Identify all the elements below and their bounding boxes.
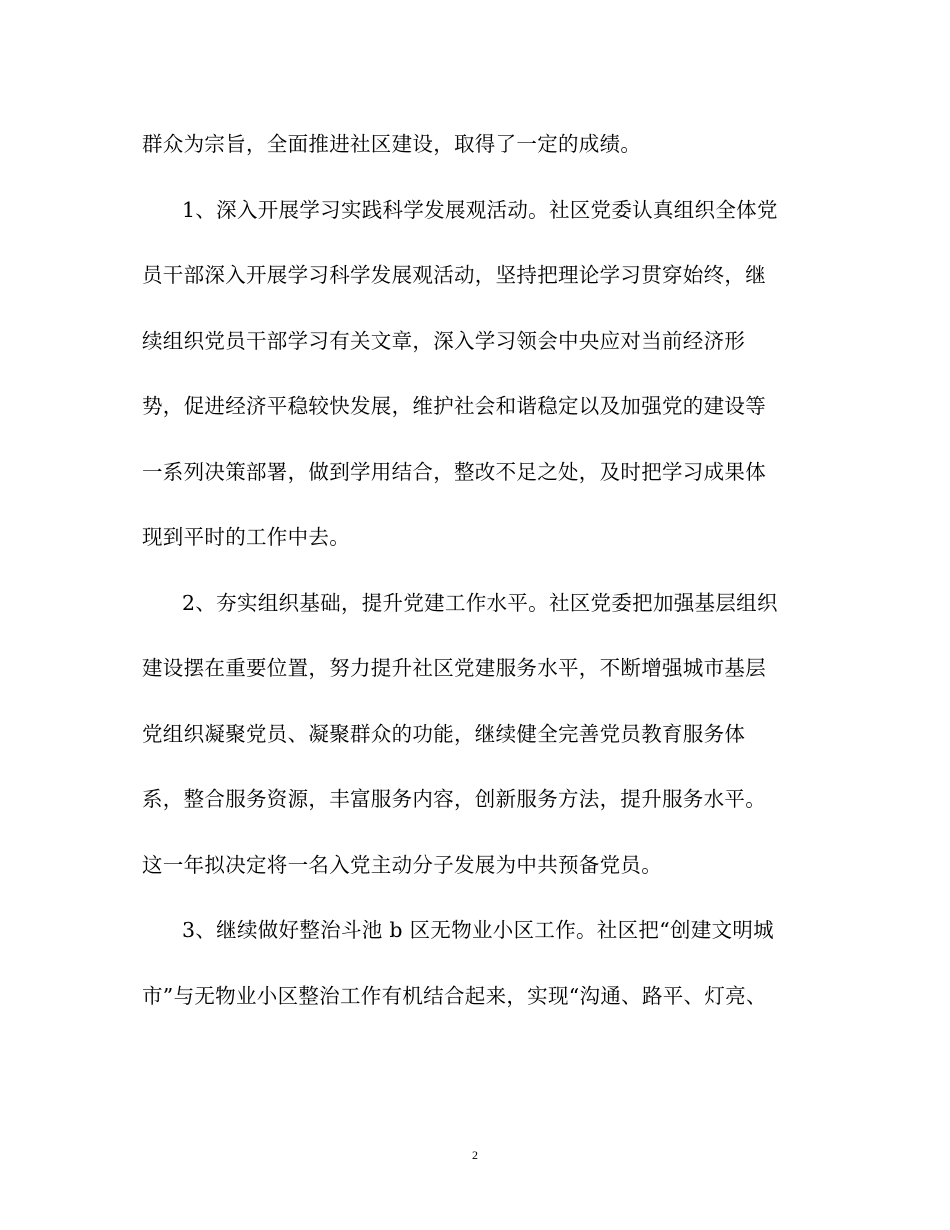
- text-line: 现到平时的工作中去。: [142, 525, 350, 549]
- text-line: 建设摆在重要位置，努力提升社区党建服务水平，不断增强城市基层: [142, 656, 766, 680]
- text-line: 党组织凝聚党员、凝聚群众的功能，继续健全完善党员教育服务体: [142, 721, 746, 746]
- text-line: 员干部深入开展学习科学发展观活动，坚持把理论学习贯穿始终，继: [142, 263, 766, 287]
- document-body: [142, 118, 812, 1035]
- text-line: 系，整合服务资源，丰富服务内容，创新服务方法，提升服务水平。: [142, 787, 766, 811]
- paragraph-start-line: 3、继续做好整治斗池 b 区无物业小区工作。社区把“创建文明城: [182, 918, 774, 942]
- paragraph-start-line: 1、深入开展学习实践科学发展观活动。社区党委认真组织全体党: [182, 197, 778, 222]
- text-line: 续组织党员干部学习有关文章，深入学习领会中央应对当前经济形: [142, 328, 746, 353]
- text-line: 市”与无物业小区整治工作有机结合起来，实现“沟通、路平、灯亮、: [142, 983, 767, 1008]
- page-number: 2: [472, 1148, 478, 1162]
- paragraph-start-line: 2、夯实组织基础，提升党建工作水平。社区党委把加强基层组织: [182, 590, 778, 615]
- text-line: 这一年拟决定将一名入党主动分子发展为中共预备党员。: [142, 852, 662, 877]
- text-line: 势，促进经济平稳较快发展，维护社会和谐稳定以及加强党的建设等: [142, 394, 766, 418]
- text-line: 群众为宗旨，全面推进社区建设，取得了一定的成绩。: [142, 132, 642, 156]
- text-line: 一系列决策部署，做到学用结合，整改不足之处，及时把学习成果体: [142, 459, 766, 484]
